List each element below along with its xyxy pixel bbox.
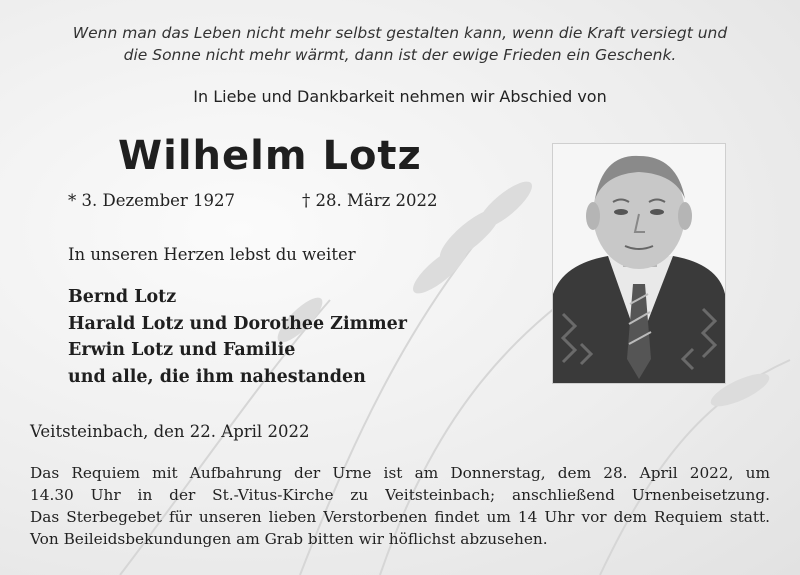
notice-line-3: Das Sterbegebet für unseren lieben Verstorbenen findet um 14 Uhr vor dem Requiem statt. — [30, 508, 770, 526]
mourner-item: Erwin Lotz und Familie — [68, 340, 296, 360]
deceased-name: Wilhelm Lotz — [118, 133, 422, 179]
funeral-notice — [30, 462, 770, 550]
farewell-intro: In Liebe und Dankbarkeit nehmen wir Abschied von — [193, 87, 607, 106]
notice-line-2: 14.30 Uhr in der St.-Vitus-Kirche zu Veitsteinbach; anschließend Urnenbeisetzung. — [30, 486, 770, 504]
place-and-date: Veitsteinbach, den 22. April 2022 — [30, 422, 310, 441]
notice-line-4: Von Beileidsbekundungen am Grab bitten wir höflichst abzusehen. — [30, 530, 548, 548]
portrait-photo-icon — [553, 144, 725, 383]
memorial-motto: In unseren Herzen lebst du weiter — [68, 245, 356, 264]
quote-line-2: die Sonne nicht mehr wärmt, dann ist der ewige Frieden ein Geschenk. — [123, 46, 677, 64]
notice-line-1: Das Requiem mit Aufbahrung der Urne ist am Donnerstag, dem 28. April 2022, um — [30, 464, 770, 482]
birth-date: * 3. Dezember 1927 — [68, 191, 236, 210]
mourner-item: und alle, die ihm nahestanden — [68, 366, 366, 387]
quote-line-1: Wenn man das Leben nicht mehr selbst gestalten kann, wenn die Kraft versiegt und — [72, 24, 728, 42]
mourner-item: Harald Lotz und Dorothee Zimmer — [68, 313, 407, 334]
mourners-list — [68, 284, 407, 390]
death-date: † 28. März 2022 — [302, 191, 438, 210]
portrait-photo — [553, 144, 725, 383]
mourner-item: Bernd Lotz — [68, 287, 177, 307]
opening-quote — [60, 22, 740, 66]
